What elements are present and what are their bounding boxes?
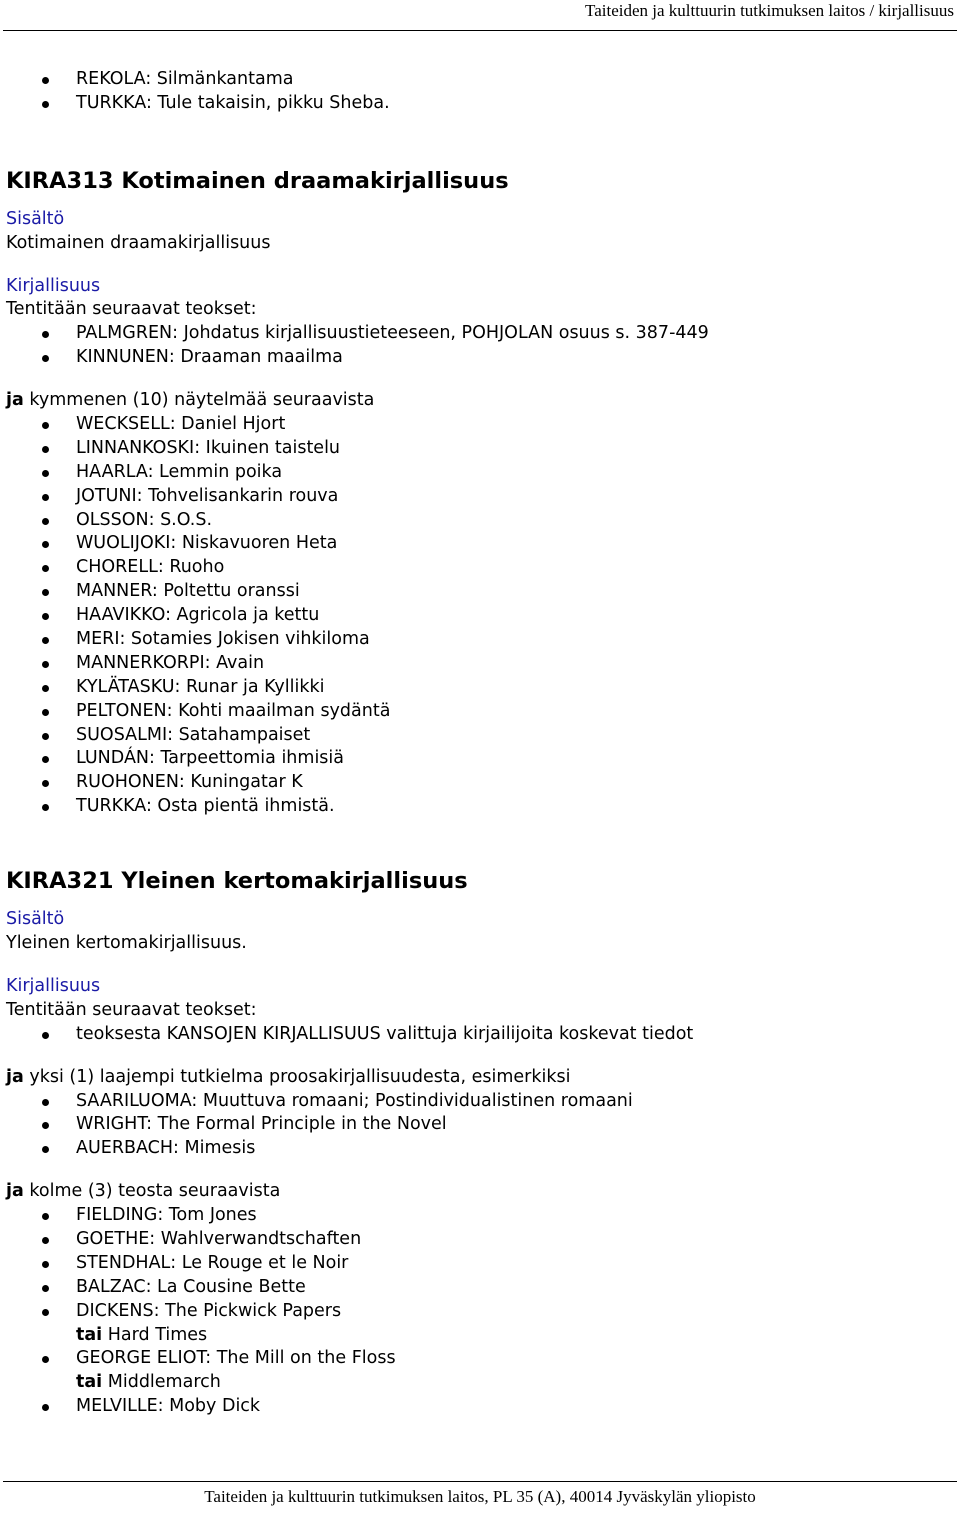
page-body (6, 68, 954, 1419)
choice-bold: ja (6, 390, 24, 411)
list-item: MELVILLE: Moby Dick (6, 1395, 954, 1419)
list-item: RUOHONEN: Kuningatar K (6, 771, 954, 795)
list-item: WECKSELL: Daniel Hjort (6, 413, 954, 437)
study-line (6, 1066, 954, 1090)
alternative-line (6, 1324, 954, 1348)
list-item: SUOSALMI: Satahampaiset (6, 724, 954, 748)
plays-list (6, 413, 954, 819)
list-item: CHORELL: Ruoho (6, 556, 954, 580)
list-item: PALMGREN: Johdatus kirjallisuustieteeseen, POHJOLAN osuus s. 387-449 (6, 322, 954, 346)
alternative-line (6, 1371, 954, 1395)
list-item: WRIGHT: The Formal Principle in the Novel (6, 1113, 954, 1137)
list-item: REKOLA: Silmänkantama (6, 68, 954, 92)
footer-rule (3, 1481, 957, 1482)
list-item: TURKKA: Tule takaisin, pikku Sheba. (6, 92, 954, 116)
list-item: KYLÄTASKU: Runar ja Kyllikki (6, 676, 954, 700)
section-title-kira321: KIRA321 Yleinen kertomakirjallisuus (6, 868, 468, 895)
list-item: teoksesta KANSOJEN KIRJALLISUUS valittuja kirjailijoita koskevat tiedot (6, 1023, 954, 1047)
list-item: MANNER: Poltettu oranssi (6, 580, 954, 604)
alt-bold: tai (76, 1324, 103, 1345)
list-item: OLSSON: S.O.S. (6, 509, 954, 533)
page-header: Taiteiden ja kulttuurin tutkimuksen laitos / kirjallisuus (585, 1, 954, 20)
page-footer: Taiteiden ja kulttuurin tutkimuksen laitos, PL 35 (A), 40014 Jyväskylän yliopisto (204, 1487, 756, 1506)
content-text: Yleinen kertomakirjallisuus. (6, 933, 247, 954)
list-item: FIELDING: Tom Jones (6, 1204, 954, 1228)
list-item: LINNANKOSKI: Ikuinen taistelu (6, 437, 954, 461)
list-item: KINNUNEN: Draaman maailma (6, 346, 954, 370)
top-list (6, 68, 954, 116)
list-item: BALZAC: La Cousine Bette (6, 1276, 954, 1300)
list-item: MANNERKORPI: Avain (6, 652, 954, 676)
section-title-kira313: KIRA313 Kotimainen draamakirjallisuus (6, 167, 509, 194)
literature-intro: Tentitään seuraavat teokset: (6, 999, 257, 1020)
choice-text: kymmenen (10) näytelmää seuraavista (23, 390, 375, 411)
content-label: Sisältö (6, 909, 65, 930)
works-line (6, 1180, 954, 1204)
literature-label: Kirjallisuus (6, 975, 101, 996)
alt-bold: tai (76, 1372, 103, 1393)
works-text: kolme (3) teosta seuraavista (23, 1181, 281, 1202)
study-text: yksi (1) laajempi tutkielma proosakirjallisuudesta, esimerkiksi (23, 1066, 571, 1087)
literature-intro: Tentitään seuraavat teokset: (6, 299, 257, 320)
header-rule (3, 30, 957, 31)
list-item: HAAVIKKO: Agricola ja kettu (6, 604, 954, 628)
list-item: GEORGE ELIOT: The Mill on the Floss (6, 1347, 954, 1371)
list-item: HAARLA: Lemmin poika (6, 461, 954, 485)
list-item: TURKKA: Osta pientä ihmistä. (6, 795, 954, 819)
list-item: LUNDÁN: Tarpeettomia ihmisiä (6, 747, 954, 771)
list-item: GOETHE: Wahlverwandtschaften (6, 1228, 954, 1252)
list-item: PELTONEN: Kohti maailman sydäntä (6, 700, 954, 724)
list-item: STENDHAL: Le Rouge et le Noir (6, 1252, 954, 1276)
list-item: MERI: Sotamies Jokisen vihkiloma (6, 628, 954, 652)
works-bold: ja (6, 1181, 24, 1202)
study-bold: ja (6, 1066, 24, 1087)
alt-text: Hard Times (102, 1324, 208, 1345)
list-item: JOTUNI: Tohvelisankarin rouva (6, 485, 954, 509)
content-label: Sisältö (6, 208, 65, 229)
alt-text: Middlemarch (102, 1372, 221, 1393)
list-item: SAARILUOMA: Muuttuva romaani; Postindividualistinen romaani (6, 1090, 954, 1114)
content-text: Kotimainen draamakirjallisuus (6, 232, 271, 253)
list-item: DICKENS: The Pickwick Papers (6, 1300, 954, 1324)
literature-label: Kirjallisuus (6, 275, 101, 296)
choice-line (6, 389, 954, 413)
list-item: AUERBACH: Mimesis (6, 1137, 954, 1161)
list-item: WUOLIJOKI: Niskavuoren Heta (6, 532, 954, 556)
